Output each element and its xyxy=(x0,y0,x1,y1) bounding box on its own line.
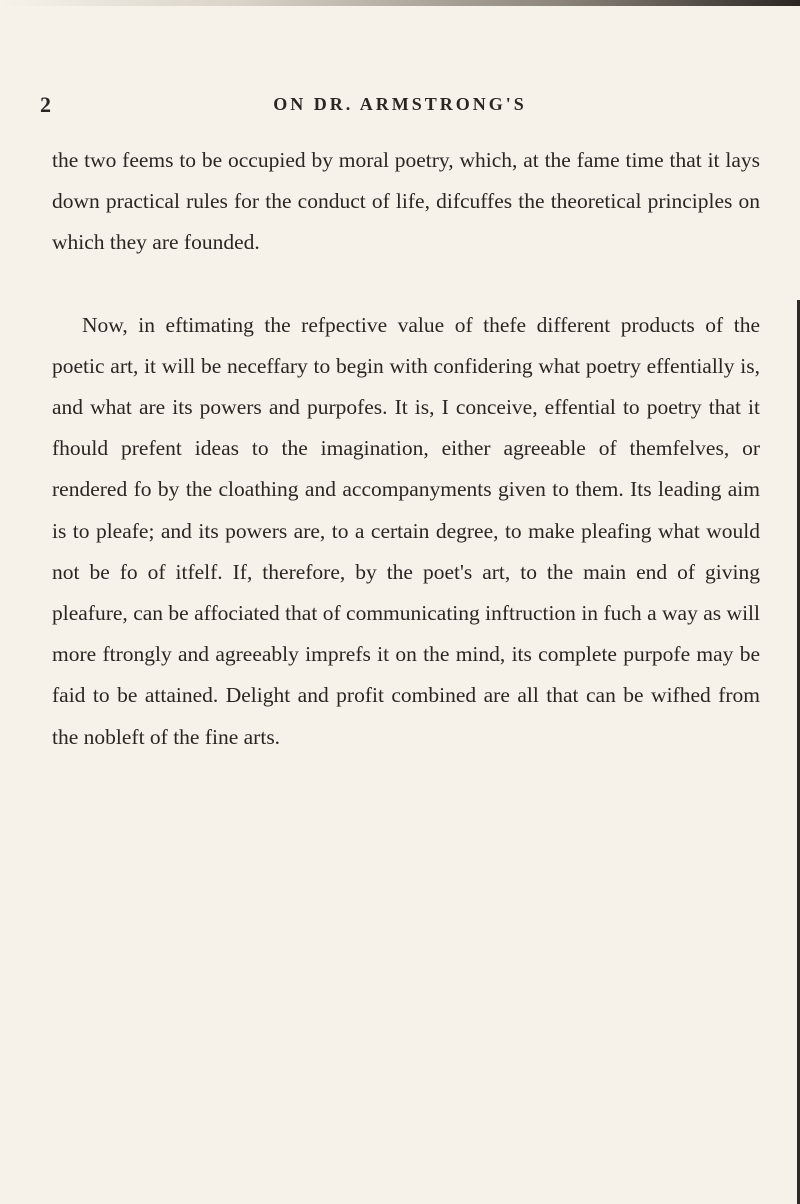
page-number: 2 xyxy=(40,92,51,117)
top-page-edge xyxy=(0,0,800,6)
paragraph-2: Now, in eftimating the refpective value of thefe different products of the poetic art, it will be neceffary to begin with confidering what poetry effentially is, and what are its powers and purpofes. It is, I conceive, effential to poetry that it fhould prefent ideas to the imagination, either agreeable of themfelves, or rendered fo by the cloathing and accompanyments given to them. Its leading aim is to pleafe; and its powers are, to a certain degree, to make pleafing what would not be fo of itfelf. If, therefore, by the poet's art, to the main end of giving pleafure, can be affociated that of communicating inftruction in fuch a way as will more ftrongly and agreeably imprefs it on the mind, its complete purpofe may be faid to be attained. Delight and profit combined are all that can be wifhed from the nobleft of the fine arts. xyxy=(52,312,760,749)
paragraph-1: the two feems to be occupied by moral poetry, which, at the fame time that it lays down practical rules for the conduct of life, difcuffes the theoretical principles on which they are founded. xyxy=(52,148,760,255)
body-text xyxy=(52,140,760,758)
page-header xyxy=(40,92,760,126)
running-head: ON DR. ARMSTRONG'S xyxy=(273,94,527,114)
